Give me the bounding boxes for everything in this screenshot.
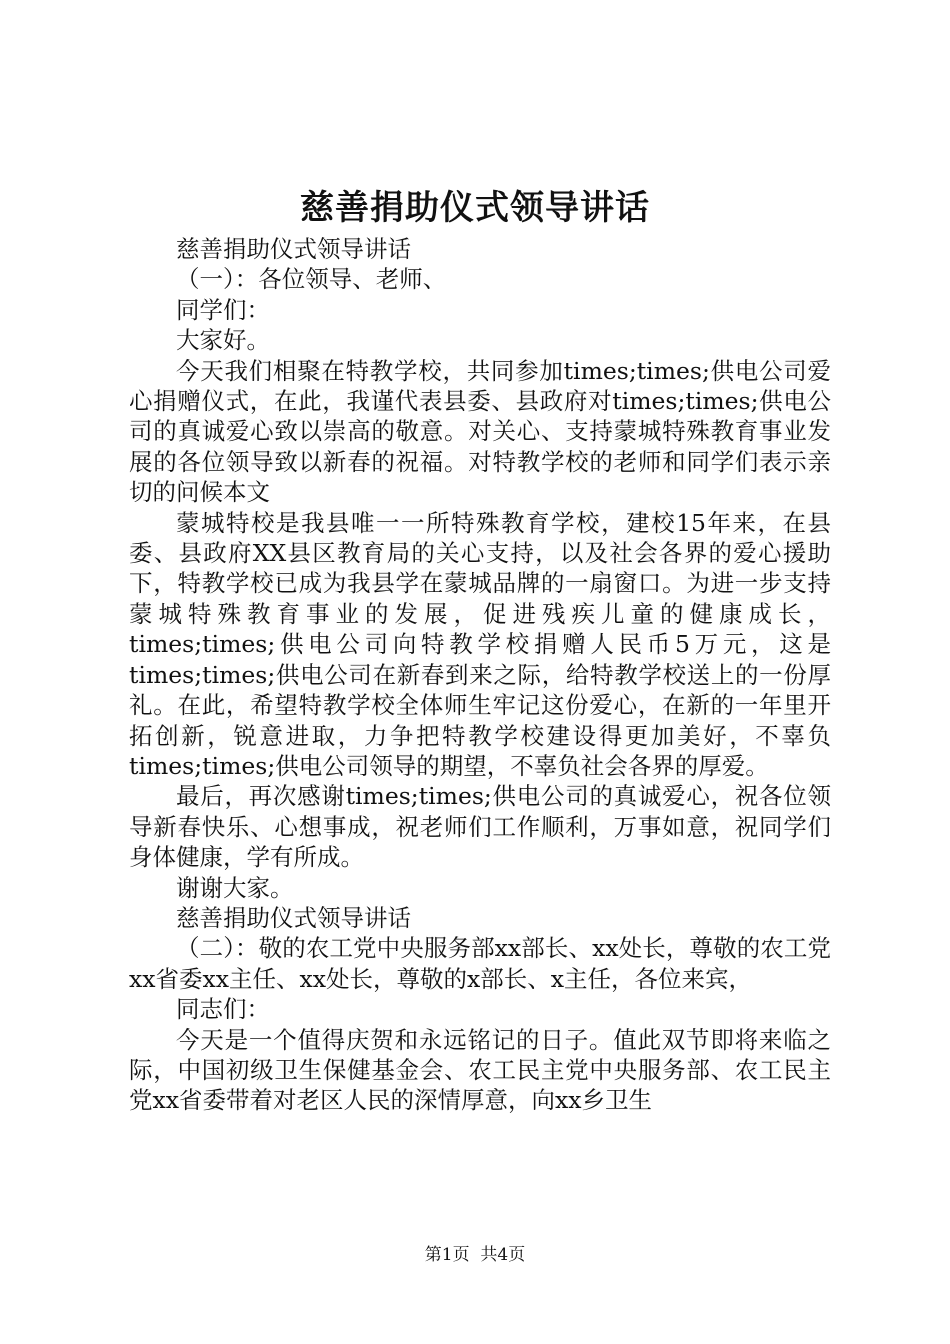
paragraph: 今天是一个值得庆贺和永远铭记的日子。值此双节即将来临之际，中国初级卫生保健基金会、农工民主党中央服务部、农工民主党xx省委带着对老区人民的深情厚意，向xx乡卫生 xyxy=(129,1025,831,1115)
paragraph: 最后，再次感谢times;times;供电公司的真诚爱心，祝各位领导新春快乐、心想事成，祝老师们工作顺利，万事如意，祝同学们身体健康，学有所成。 xyxy=(129,782,831,872)
paragraph: （二）：敬的农工党中央服务部xx部长、xx处长，尊敬的农工党xx省委xx主任、xx处长，尊敬的x部长、x主任，各位来宾， xyxy=(129,934,831,993)
document-body xyxy=(129,234,831,1116)
paragraph: 同志们： xyxy=(176,995,270,1024)
paragraph: 慈善捐助仪式领导讲话 xyxy=(176,903,411,932)
paragraph: 同学们： xyxy=(176,295,270,324)
footer-separator xyxy=(470,1245,481,1265)
paragraph: 大家好。 xyxy=(176,326,270,355)
paragraph: （一）：各位领导、老师、 xyxy=(176,265,447,294)
document-title: 慈善捐助仪式领导讲话 xyxy=(300,188,650,228)
paragraph: 慈善捐助仪式领导讲话 xyxy=(176,235,411,263)
paragraph: 蒙城特校是我县唯一一所特殊教育学校，建校15年来，在县委、县政府XX县区教育局的关心支持，以及社会各界的爱心援助下，特教学校已成为我县学在蒙城品牌的一扇窗口。为进一步支持蒙城特殊教育事业的发展，促进残疾儿童的健康成长，times;times;供电公司向特教学校捐赠人民币5万元，这是times;times;供电公司在新春到来之际，给特教学校送上的一份厚礼。在此，希望特教学校全体师生牢记这份爱心，在新的一年里开拓创新，锐意进取，力争把特教学校建设得更加美好，不辜负times;times;供电公司领导的期望，不辜负社会各界的厚爱。 xyxy=(129,508,831,780)
paragraph: 谢谢大家。 xyxy=(176,873,294,902)
paragraph: 今天我们相聚在特教学校，共同参加times;times;供电公司爱心捐赠仪式，在此，我谨代表县委、县政府对times;times;供电公司的真诚爱心致以崇高的敬意。对关心、支持蒙城特殊教育事业发展的各位领导致以新春的祝福。对特教学校的老师和同学们表示亲切的问候本文 xyxy=(129,356,831,507)
page-total: 共4页 xyxy=(480,1245,526,1265)
page-number: 第1页 xyxy=(424,1245,470,1265)
page-footer xyxy=(0,1243,950,1267)
